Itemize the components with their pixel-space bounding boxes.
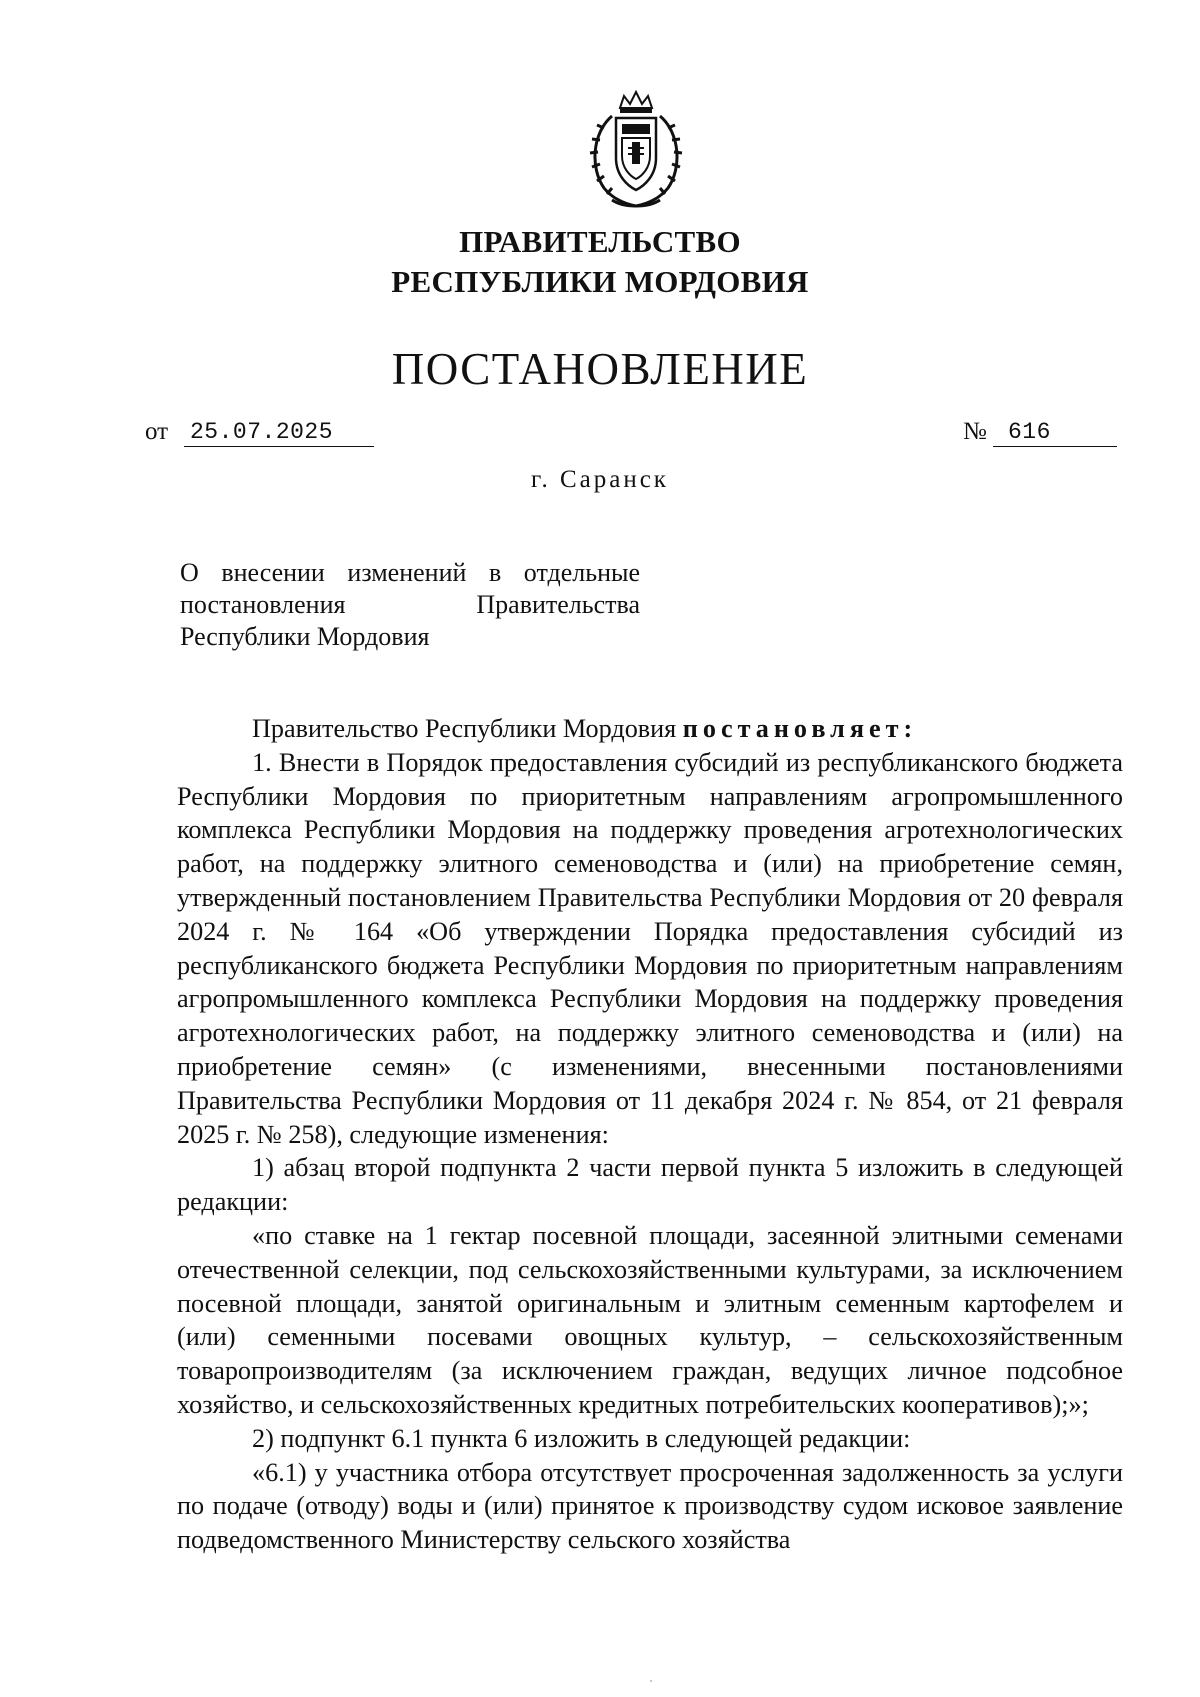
subject-line1: О внесении изменений в отдельные — [180, 558, 640, 587]
subject-line3: Республики Мордовия — [180, 622, 430, 651]
government-title-line2: РЕСПУБЛИКИ МОРДОВИЯ — [391, 264, 809, 299]
preamble-decree-word: постановляет: — [682, 714, 918, 743]
preamble-text: Правительство Республики Мордовия — [252, 714, 683, 743]
subject-line2: постановления Правительства — [180, 590, 640, 619]
city: г. Саранск — [531, 466, 669, 493]
coat-of-arms-emblem-icon — [582, 88, 690, 216]
document-body — [177, 712, 1123, 1557]
preamble — [177, 712, 1123, 746]
paragraph-1: 1. Внести в Порядок предоставления субсидий из республиканского бюджета Республики Мордовия по приоритетным направлениям агропромышленного комплекса Республики Мордовия на поддержку проведения агротехнологических работ, на поддержку элитного семеноводства и (или) на приобретение семян, утвержденный постановлением Правительства Республики Мордовия от 20 февраля 2024 г. № 164 «Об утверждении Порядка предоставления субсидий из республиканского бюджета Республики Мордовия по приоритетным направлениям агропромышленного комплекса Республики Мордовия на поддержку проведения агротехнологических работ, на поддержку элитного семеноводства и (или) на приобретение семян» (с изменениями, внесенными постановлениями Правительства Республики Мордовия от 11 декабря 2024 г. № 854, от 21 февраля 2025 г. № 258), следующие изменения: — [177, 747, 1123, 1149]
date-prefix: от — [145, 418, 169, 445]
scan-speck — [650, 1680, 652, 1682]
paragraph-2: 1) абзац второй подпункта 2 части первой пункта 5 изложить в следующей редакции: — [177, 1153, 1123, 1217]
document-number: 616 — [1008, 419, 1051, 445]
paragraph-5: «6.1) у участника отбора отсутствует просроченная задолженность за услуги по подаче (отводу) воды и (или) принятое к производству судом исковое заявление подведомственного Министерству сельского хозяйства — [177, 1457, 1123, 1555]
document-subject — [180, 557, 640, 653]
document-date: 25.07.2025 — [190, 419, 334, 445]
number-prefix: № — [963, 418, 987, 445]
paragraph-3: «по ставке на 1 гектар посевной площади, засеянной элитными семенами отечественной селекции, под сельскохозяйственными культурами, за исключением посевной площади, занятой оригинальным и элитным семенным картофелем и (или) семенными посевами овощных культур, – сельскохозяйственным товаропроизводителям (за исключением граждан, ведущих личное подсобное хозяйство, и сельскохозяйственных кредитных потребительских кооперативов);»; — [177, 1220, 1123, 1419]
paragraph-4: 2) подпункт 6.1 пункта 6 изложить в следующей редакции: — [252, 1423, 911, 1453]
document-type: ПОСТАНОВЛЕНИЕ — [391, 344, 809, 394]
government-title-line1: ПРАВИТЕЛЬСТВО — [459, 224, 741, 259]
